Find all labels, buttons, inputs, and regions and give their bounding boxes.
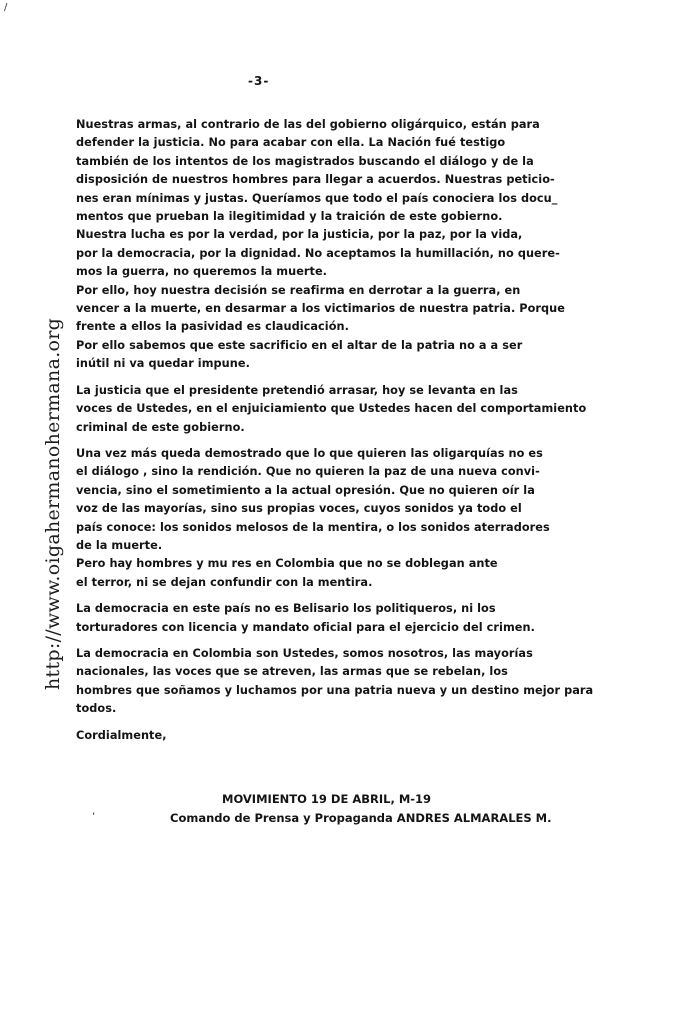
text-line: por la democracia, por la dignidad. No aceptamos la humillación, no quere- [76,246,560,260]
paragraph-2 [76,382,636,437]
paragraph-4 [76,600,636,637]
text-line: el terror, ni se dejan confundir con la mentira. [76,575,373,589]
text-line: nacionales, las voces que se atreven, las armas que se rebelan, los [76,665,508,679]
text-line: vencer a la muerte, en desarmar a los victimarios de nuestra patria. Porque [76,302,565,316]
paragraph-1 [76,116,636,374]
text-line: inútil ni va quedar impune. [76,357,250,371]
signature-organization: MOVIMIENTO 19 DE ABRIL, M-19 [222,792,432,806]
text-line: La democracia en este país no es Belisario los politiqueros, ni los [76,602,496,616]
text-line: mos la guerra, no queremos la muerte. [76,265,328,279]
text-line: Por ello sabemos que este sacrificio en el altar de la patria no a a ser [76,338,523,352]
text-line: Por ello, hoy nuestra decisión se reafirma en derrotar a la guerra, en [76,283,521,297]
text-line: Nuestras armas, al contrario de las del gobierno oligárquico, están para [76,118,540,131]
text-line: voz de las mayorías, sino sus propias voces, cuyos sonidos ya todo el [76,502,522,516]
text-line: voces de Ustedes, en el enjuiciamiento que Ustedes hacen del comportamiento [76,402,587,416]
text-line: hombres que soñamos y luchamos por una patria nueva y un destino mejor para [76,683,594,697]
text-line: Nuestra lucha es por la verdad, por la justicia, por la paz, por la vida, [76,228,523,242]
text-line: Pero hay hombres y mu res en Colombia que no se doblegan ante [76,557,498,571]
letter-body [76,116,636,753]
text-line: La justicia que el presidente pretendió arrasar, hoy se levanta en las [76,383,518,397]
closing-salutation [76,727,636,745]
text-line: país conoce: los sonidos melosos de la mentira, o los sonidos aterradores [76,520,550,534]
page-number: -3- [248,74,270,88]
paragraph-3 [76,445,636,592]
text-line: todos. [76,702,117,716]
stray-mark: , [92,806,96,817]
text-line: mentos que prueban la ilegitimidad y la traición de este gobierno. [76,210,503,224]
text-line: disposición de nuestros hombres para llegar a acuerdos. Nuestras peticio- [76,173,555,187]
text-line: defender la justicia. No para acabar con ella. La Nación fué testigo [76,136,506,150]
text-line: de la muerte. [76,538,163,552]
text-line: nes eran mínimas y justas. Queríamos que todo el país conociera los docu_ [76,191,558,205]
stray-mark: / [4,2,8,13]
text-line: también de los intentos de los magistrados buscando el diálogo y de la [76,154,534,168]
text-line: vencia, sino el sometimiento a la actual opresión. Que no quieren oír la [76,483,535,497]
signature-command: Comando de Prensa y Propaganda ANDRES ALMARALES M. [170,811,552,825]
text-line: La democracia en Colombia son Ustedes, somos nosotros, las mayorías [76,646,533,660]
watermark-url: http://www.oigahermanohermana.org [42,317,64,690]
closing-text: Cordialmente, [76,728,167,742]
text-line: torturadores con licencia y mandato oficial para el ejercicio del crimen. [76,620,535,634]
text-line: frente a ellos la pasividad es claudicación. [76,320,349,334]
text-line: el diálogo , sino la rendición. Que no quieren la paz de una nueva convi- [76,465,540,479]
text-line: criminal de este gobierno. [76,420,245,434]
text-line: Una vez más queda demostrado que lo que quieren las oligarquías no es [76,446,543,460]
paragraph-5 [76,645,636,719]
